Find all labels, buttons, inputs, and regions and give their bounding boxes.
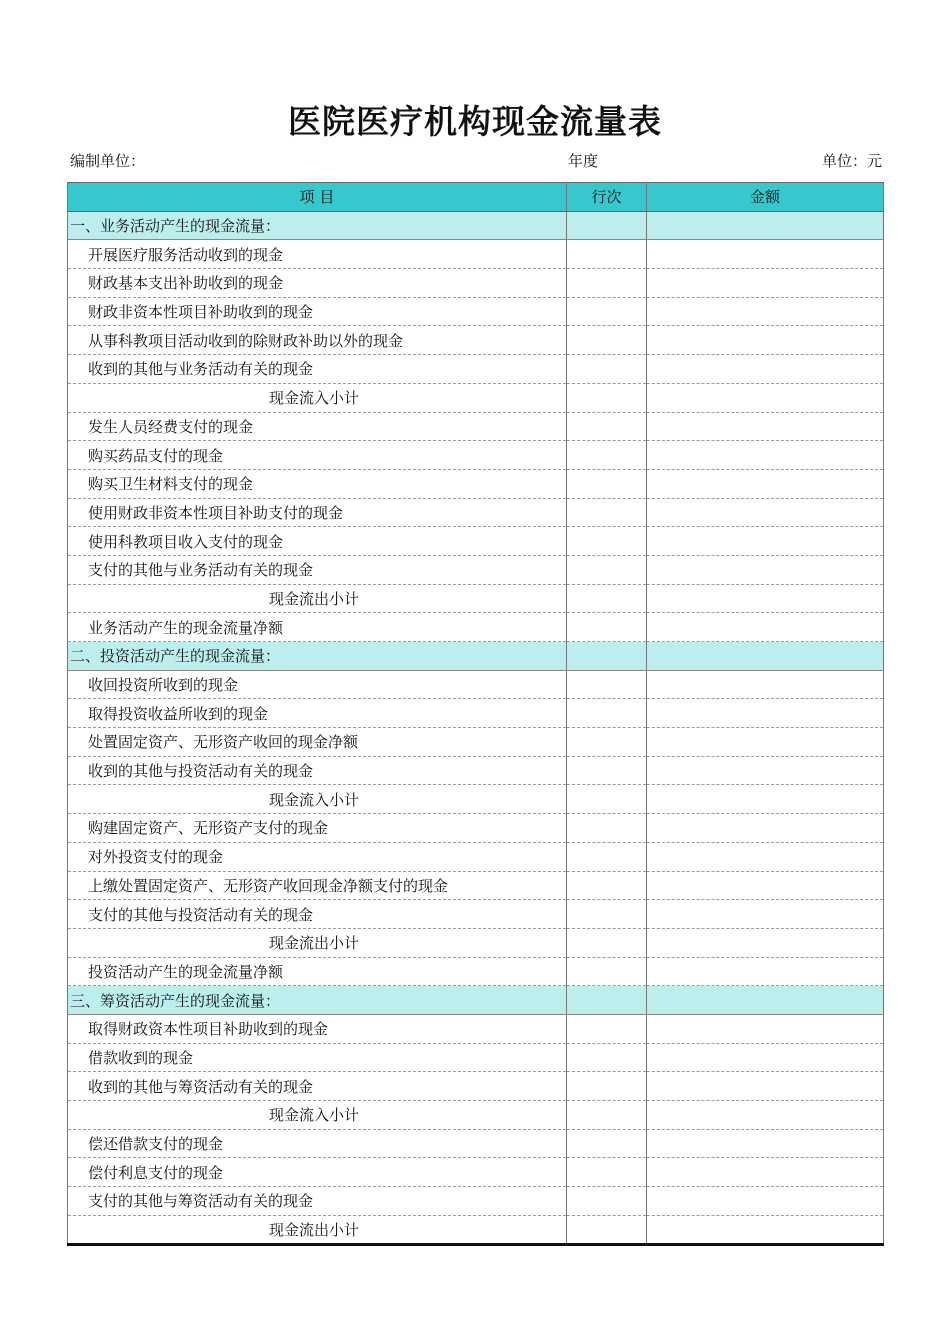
row-label: 现金流出小计 [68, 1215, 567, 1245]
row-label: 现金流入小计 [68, 785, 567, 814]
amount-cell[interactable] [647, 1215, 884, 1245]
amount-cell[interactable] [647, 1129, 884, 1158]
line-no-cell[interactable] [567, 211, 647, 240]
row-label: 使用财政非资本性项目补助支付的现金 [68, 498, 567, 527]
table-row [68, 871, 884, 900]
line-no-cell[interactable] [567, 842, 647, 871]
row-label: 现金流出小计 [68, 928, 567, 957]
table-row [68, 1158, 884, 1187]
amount-cell[interactable] [647, 1072, 884, 1101]
table-row [68, 527, 884, 556]
row-label: 投资活动产生的现金流量净额 [68, 957, 567, 986]
row-label: 从事科教项目活动收到的除财政补助以外的现金 [68, 326, 567, 355]
line-no-cell[interactable] [567, 928, 647, 957]
header-amount: 金额 [647, 183, 884, 212]
line-no-cell[interactable] [567, 469, 647, 498]
line-no-cell[interactable] [567, 1014, 647, 1043]
line-no-cell[interactable] [567, 785, 647, 814]
line-no-cell[interactable] [567, 957, 647, 986]
year-label: 年度 [568, 152, 599, 170]
line-no-cell[interactable] [567, 728, 647, 757]
row-label: 财政非资本性项目补助收到的现金 [68, 297, 567, 326]
table-row [68, 240, 884, 269]
table-row [68, 326, 884, 355]
amount-cell[interactable] [647, 584, 884, 613]
amount-cell[interactable] [647, 527, 884, 556]
amount-cell[interactable] [647, 613, 884, 642]
row-label: 现金流出小计 [68, 584, 567, 613]
table-row [68, 670, 884, 699]
subtotal-row [68, 584, 884, 613]
row-label: 业务活动产生的现金流量净额 [68, 613, 567, 642]
table-row [68, 412, 884, 441]
cash-flow-table [67, 182, 884, 1246]
subtotal-row [68, 1101, 884, 1130]
amount-cell[interactable] [647, 1158, 884, 1187]
line-no-cell[interactable] [567, 383, 647, 412]
line-no-cell[interactable] [567, 555, 647, 584]
row-label: 偿付利息支付的现金 [68, 1158, 567, 1187]
amount-cell[interactable] [647, 326, 884, 355]
row-label: 现金流入小计 [68, 383, 567, 412]
line-no-cell[interactable] [567, 527, 647, 556]
amount-cell[interactable] [647, 355, 884, 384]
row-label: 使用科教项目收入支付的现金 [68, 527, 567, 556]
amount-cell[interactable] [647, 297, 884, 326]
amount-cell[interactable] [647, 1101, 884, 1130]
table-row [68, 756, 884, 785]
amount-cell[interactable] [647, 469, 884, 498]
row-label: 收回投资所收到的现金 [68, 670, 567, 699]
table-row [68, 555, 884, 584]
row-label: 购买药品支付的现金 [68, 441, 567, 470]
line-no-cell[interactable] [567, 699, 647, 728]
amount-cell[interactable] [647, 412, 884, 441]
amount-cell[interactable] [647, 498, 884, 527]
row-label: 对外投资支付的现金 [68, 842, 567, 871]
table-row [68, 900, 884, 929]
table-row [68, 1187, 884, 1216]
amount-cell[interactable] [647, 699, 884, 728]
row-label: 收到的其他与业务活动有关的现金 [68, 355, 567, 384]
amount-cell[interactable] [647, 785, 884, 814]
amount-cell[interactable] [647, 642, 884, 671]
row-label: 处置固定资产、无形资产收回的现金净额 [68, 728, 567, 757]
amount-cell[interactable] [647, 871, 884, 900]
line-no-cell[interactable] [567, 1129, 647, 1158]
amount-cell[interactable] [647, 986, 884, 1015]
line-no-cell[interactable] [567, 642, 647, 671]
row-label: 支付的其他与筹资活动有关的现金 [68, 1187, 567, 1216]
row-label: 购买卫生材料支付的现金 [68, 469, 567, 498]
unit-label: 单位：元 [821, 152, 882, 170]
org-label: 编制单位： [70, 152, 146, 170]
amount-cell[interactable] [647, 900, 884, 929]
row-label: 支付的其他与投资活动有关的现金 [68, 900, 567, 929]
row-label: 上缴处置固定资产、无形资产收回现金净额支付的现金 [68, 871, 567, 900]
row-label: 取得投资收益所收到的现金 [68, 699, 567, 728]
line-no-cell[interactable] [567, 670, 647, 699]
line-no-cell[interactable] [567, 240, 647, 269]
line-no-cell[interactable] [567, 1072, 647, 1101]
row-label: 现金流入小计 [68, 1101, 567, 1130]
line-no-cell[interactable] [567, 355, 647, 384]
table-row [68, 269, 884, 298]
section-row [68, 642, 884, 671]
table-row [68, 498, 884, 527]
amount-cell[interactable] [647, 842, 884, 871]
line-no-cell[interactable] [567, 613, 647, 642]
table-row [68, 1072, 884, 1101]
line-no-cell[interactable] [567, 498, 647, 527]
line-no-cell[interactable] [567, 1187, 647, 1216]
section-row [68, 986, 884, 1015]
line-no-cell[interactable] [567, 986, 647, 1015]
line-no-cell[interactable] [567, 756, 647, 785]
table-body [68, 211, 884, 1245]
amount-cell[interactable] [647, 814, 884, 843]
subtotal-row [68, 1215, 884, 1245]
line-no-cell[interactable] [567, 1215, 647, 1245]
amount-cell[interactable] [647, 756, 884, 785]
table-row [68, 699, 884, 728]
table-row [68, 297, 884, 326]
row-label: 借款收到的现金 [68, 1043, 567, 1072]
row-label: 发生人员经费支付的现金 [68, 412, 567, 441]
amount-cell[interactable] [647, 441, 884, 470]
amount-cell[interactable] [647, 1043, 884, 1072]
table-row [68, 1129, 884, 1158]
line-no-cell[interactable] [567, 269, 647, 298]
amount-cell[interactable] [647, 928, 884, 957]
row-label: 收到的其他与筹资活动有关的现金 [68, 1072, 567, 1101]
table-row [68, 842, 884, 871]
amount-cell[interactable] [647, 383, 884, 412]
row-label: 二、投资活动产生的现金流量： [68, 642, 567, 671]
amount-cell[interactable] [647, 728, 884, 757]
report-title: 医院医疗机构现金流量表 [288, 102, 662, 141]
amount-cell[interactable] [647, 555, 884, 584]
table-row [68, 1043, 884, 1072]
table-row [68, 814, 884, 843]
header-line-no: 行次 [567, 183, 647, 212]
header-item: 项 目 [68, 183, 567, 212]
line-no-cell[interactable] [567, 584, 647, 613]
line-no-cell[interactable] [567, 900, 647, 929]
line-no-cell[interactable] [567, 1158, 647, 1187]
row-label: 支付的其他与业务活动有关的现金 [68, 555, 567, 584]
amount-cell[interactable] [647, 269, 884, 298]
line-no-cell[interactable] [567, 441, 647, 470]
row-label: 购建固定资产、无形资产支付的现金 [68, 814, 567, 843]
table-row [68, 355, 884, 384]
table-row [68, 957, 884, 986]
amount-cell[interactable] [647, 670, 884, 699]
table-row [68, 469, 884, 498]
table-row [68, 728, 884, 757]
table-row [68, 1014, 884, 1043]
row-label: 财政基本支出补助收到的现金 [68, 269, 567, 298]
table-row [68, 441, 884, 470]
amount-cell[interactable] [647, 1014, 884, 1043]
line-no-cell[interactable] [567, 1101, 647, 1130]
subtotal-row [68, 785, 884, 814]
line-no-cell[interactable] [567, 814, 647, 843]
amount-cell[interactable] [647, 240, 884, 269]
table-header-row [68, 183, 884, 212]
subtotal-row [68, 383, 884, 412]
line-no-cell[interactable] [567, 871, 647, 900]
row-label: 一、业务活动产生的现金流量： [68, 211, 567, 240]
row-label: 开展医疗服务活动收到的现金 [68, 240, 567, 269]
table-row [68, 613, 884, 642]
row-label: 收到的其他与投资活动有关的现金 [68, 756, 567, 785]
line-no-cell[interactable] [567, 1043, 647, 1072]
line-no-cell[interactable] [567, 412, 647, 441]
amount-cell[interactable] [647, 211, 884, 240]
subtotal-row [68, 928, 884, 957]
line-no-cell[interactable] [567, 326, 647, 355]
row-label: 取得财政资本性项目补助收到的现金 [68, 1014, 567, 1043]
section-row [68, 211, 884, 240]
amount-cell[interactable] [647, 957, 884, 986]
row-label: 三、筹资活动产生的现金流量： [68, 986, 567, 1015]
line-no-cell[interactable] [567, 297, 647, 326]
amount-cell[interactable] [647, 1187, 884, 1216]
row-label: 偿还借款支付的现金 [68, 1129, 567, 1158]
